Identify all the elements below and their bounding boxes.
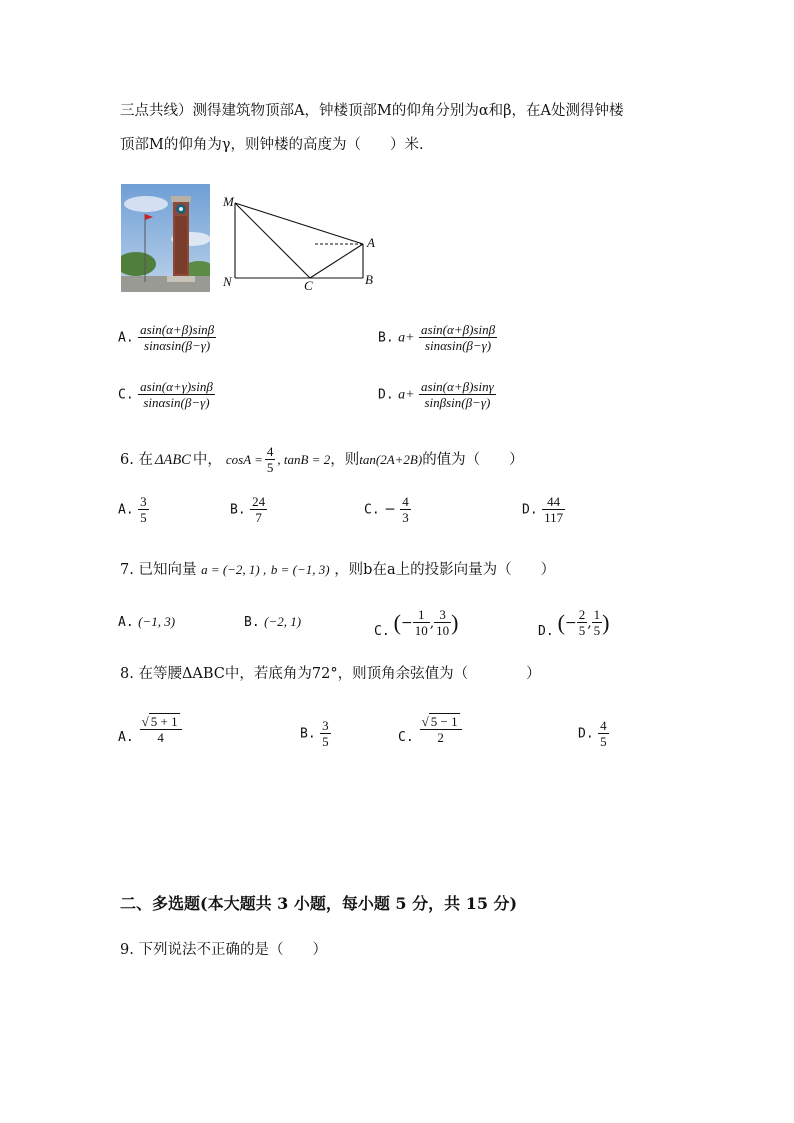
fraction: $\frac{asin(\alpha+\gamma)\sin\beta}{\sin\alpha\sin(\beta-\gamma)}$ [140,379,213,410]
q6-option-a: A. $\frac{3}{5}$ [118,494,147,525]
label-b: B [365,272,373,287]
fraction: $\frac{4}{5}$ [600,718,607,749]
fraction: $\frac{4}{5}$ [266,444,274,475]
q6-stem: 6. 在 ΔABC 中， cosA = $\frac{4}{5}$ , tanB = 2 ，则 tan(2A+2B) 的值为（ ） [120,444,524,475]
q8-option-c: C. $\frac{√ 5 - 1}{2}$ [398,712,462,745]
q5-line-2: 顶部M的仰角为γ，则钟楼的高度为（ ）米. [120,137,424,153]
fraction: $\frac{asin(\alpha+\beta)\sin\beta}{\sin\alpha\sin(\beta-\gamma)}$ [140,322,215,353]
q5-option-c: C. $\frac{asin(\alpha+\gamma)\sin\beta}{\sin\alpha\sin(\beta-\gamma)}$ [118,379,213,410]
label-m: M [223,194,234,209]
q5-option-b: B. a+ $\frac{asin(\alpha+\beta)\sin\beta}{\sin\alpha\sin(\beta-\gamma)}$ [378,322,496,353]
fraction: $\frac{4}{3}$ [402,494,409,525]
fraction: $\frac{√ 5 - 1}{2}$ [420,713,462,745]
q8-option-d: D. $\frac{4}{5}$ [578,718,607,749]
q5-option-a: A. $\frac{asin(\alpha+\beta)\sin\beta}{\sin\alpha\sin(\beta-\gamma)}$ [118,322,215,353]
fraction: $\frac{1}{5}$ [593,607,601,638]
fraction: $\frac{3}{5}$ [322,718,329,749]
fraction: $\frac{3}{10}$ [436,607,450,638]
q6-option-c: C. − $\frac{4}{3}$ [364,494,409,525]
fraction: $\frac{asin(\alpha+\beta)\sin\beta}{\sin\alpha\sin(\beta-\gamma)}$ [421,322,496,353]
q8-stem: 8. 在等腰ΔABC中，若底角为72°，则顶角余弦值为（ ） [120,666,541,682]
label-c: C [304,278,313,293]
q8-option-a: A. $\frac{√ 5 + 1}{4}$ [118,712,182,745]
fraction: $\frac{44}{117}$ [544,494,564,525]
q7-stem: 7. 已知向量 a = (−2, 1) , b = (−1, 3) ，则b在a上的投影向量为（ ） [120,562,556,578]
q5-option-d: D. a+ $\frac{asin(\alpha+\beta)\sin\gamma}{\sin\beta\sin(\beta-\gamma)}$ [378,379,494,410]
fraction: $\frac{1}{10}$ [414,607,428,638]
fraction: $\frac{asin(\alpha+\beta)\sin\gamma}{\sin\beta\sin(\beta-\gamma)}$ [421,379,494,410]
q7-option-c: C. ( − $\frac{1}{10}$ , $\frac{3}{10}$ ) [374,607,459,639]
q7-option-b: B. (−2, 1) [244,614,302,630]
section-heading: 二、多选题(本大题共 3 小题，每小题 5 分，共 15 分) [120,894,518,913]
label-n: N [223,274,232,289]
q9-stem: 9. 下列说法不正确的是（ ） [120,942,327,958]
q6-option-b: B. $\frac{24}{7}$ [230,494,266,525]
fraction: $\frac{√ 5 + 1}{4}$ [140,713,182,745]
fraction: $\frac{24}{7}$ [252,494,266,525]
fraction: $\frac{3}{5}$ [140,494,147,525]
geometry-figure [218,192,383,292]
clock-tower-photo [121,184,210,292]
q5-line-1: 三点共线）测得建筑物顶部A，钟楼顶部M的仰角分别为α和β，在A处测得钟楼 [120,103,624,119]
label-a: A [367,235,375,250]
fraction: $\frac{2}{5}$ [578,607,586,638]
q7-option-a: A. (−1, 3) [118,614,176,630]
q7-option-d: D. ( − $\frac{2}{5}$ , $\frac{1}{5}$ ) [538,607,610,639]
q8-option-b: B. $\frac{3}{5}$ [300,718,329,749]
q6-option-d: D. $\frac{44}{117}$ [522,494,564,525]
